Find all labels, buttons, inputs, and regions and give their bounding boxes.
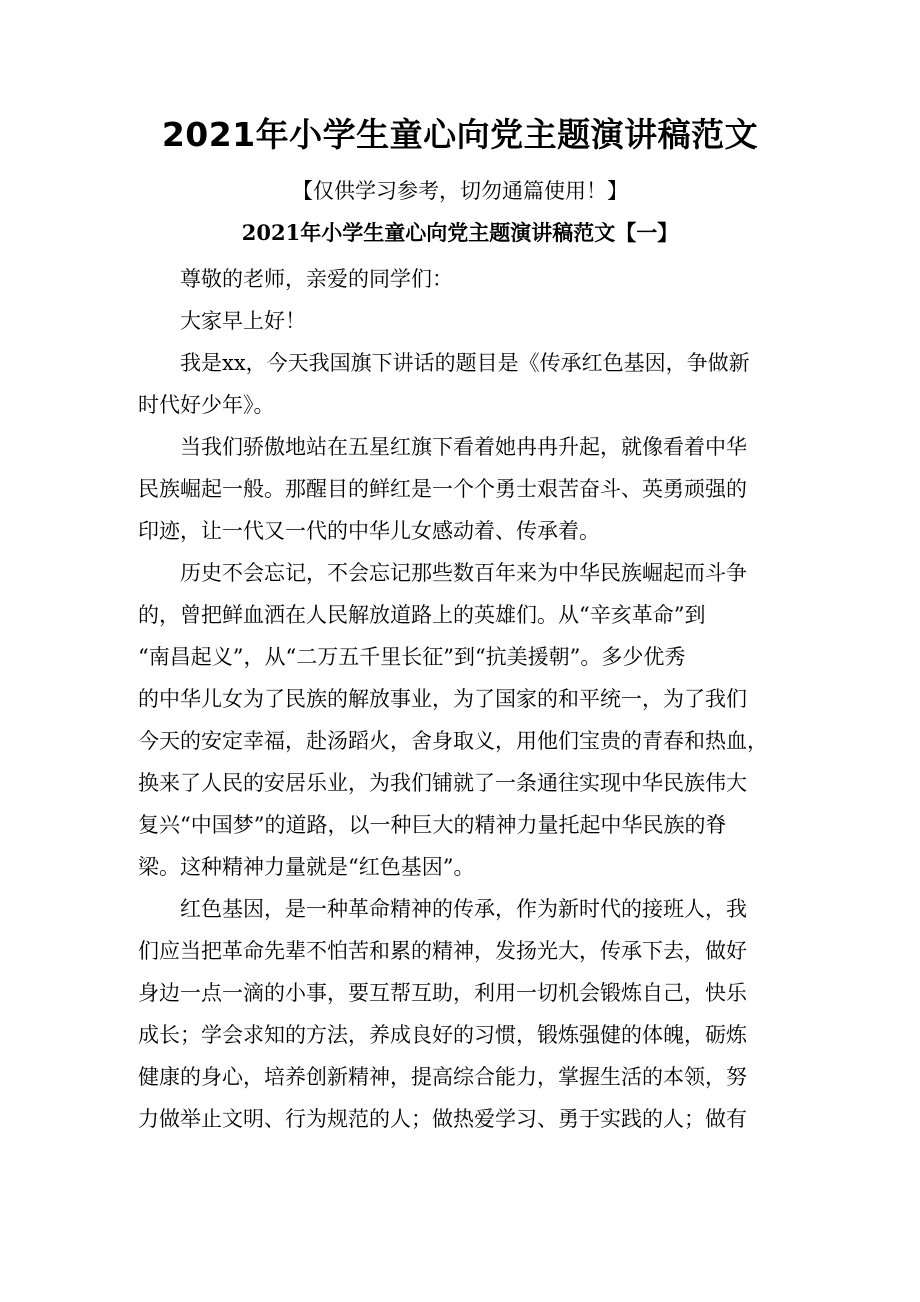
text-line: 成长；学会求知的方法，养成良好的习惯，锻炼强健的体魄，砺炼 [138, 1023, 747, 1047]
document-title: 2021年小学生童心向党主题演讲稿范文 [161, 115, 759, 154]
text-line: 时代好少年》。 [138, 393, 275, 417]
text-line: 身边一点一滴的小事，要互帮互助，利用一切机会锻炼自己，快乐 [138, 981, 747, 1005]
paragraph-greeting [138, 300, 798, 342]
text-line: 换来了人民的安居乐业，为我们铺就了一条通往实现中华民族伟大 [138, 771, 747, 795]
usage-note: 【仅供学习参考，切勿通篇使用！】 [292, 179, 628, 203]
speech-body [138, 258, 798, 1140]
paragraph-history [138, 552, 798, 888]
text-line: 今天的安定幸福，赴汤蹈火，舍身取义，用他们宝贵的青春和热血， [138, 729, 768, 753]
paragraph-salutation [138, 258, 798, 300]
text-line: 健康的身心，培养创新精神，提高综合能力，掌握生活的本领，努 [138, 1065, 747, 1089]
text-line: 的中华儿女为了民族的解放事业，为了国家的和平统一，为了我们 [138, 687, 747, 711]
paragraph-red-gene [138, 888, 798, 1140]
text-line: 印迹，让一代又一代的中华儿女感动着、传承着。 [138, 519, 600, 543]
text-line: 们应当把革命先辈不怕苦和累的精神，发扬光大，传承下去，做好 [138, 939, 747, 963]
text-line: 复兴“中国梦”的道路，以一种巨大的精神力量托起中华民族的脊 [138, 813, 727, 837]
text-line: “南昌起义”，从“二万五千里长征”到“抗美援朝”。多少优秀 [138, 645, 686, 669]
text-line: 梁。这种精神力量就是“红色基因”。 [138, 855, 475, 879]
text-line: 我是xx，今天我国旗下讲话的题目是《传承红色基因，争做新 [180, 351, 750, 375]
text-line: 尊敬的老师，亲爱的同学们： [180, 267, 453, 291]
text-line: 历史不会忘记，不会忘记那些数百年来为中华民族崛起而斗争 [180, 561, 747, 585]
text-line: 的，曾把鲜血洒在人民解放道路上的英雄们。从“辛亥革命”到 [138, 603, 706, 627]
paragraph-flag [138, 426, 798, 552]
text-line: 民族崛起一般。那醒目的鲜红是一个个勇士艰苦奋斗、英勇顽强的 [138, 477, 747, 501]
text-line: 力做举止文明、行为规范的人；做热爱学习、勇于实践的人；做有 [138, 1107, 747, 1131]
section-subtitle: 2021年小学生童心向党主题演讲稿范文【一】 [241, 220, 679, 245]
paragraph-introduction [138, 342, 798, 426]
text-line: 大家早上好！ [180, 309, 306, 333]
text-line: 红色基因，是一种革命精神的传承，作为新时代的接班人，我 [180, 897, 747, 921]
text-line: 当我们骄傲地站在五星红旗下看着她冉冉升起，就像看着中华 [180, 435, 747, 459]
